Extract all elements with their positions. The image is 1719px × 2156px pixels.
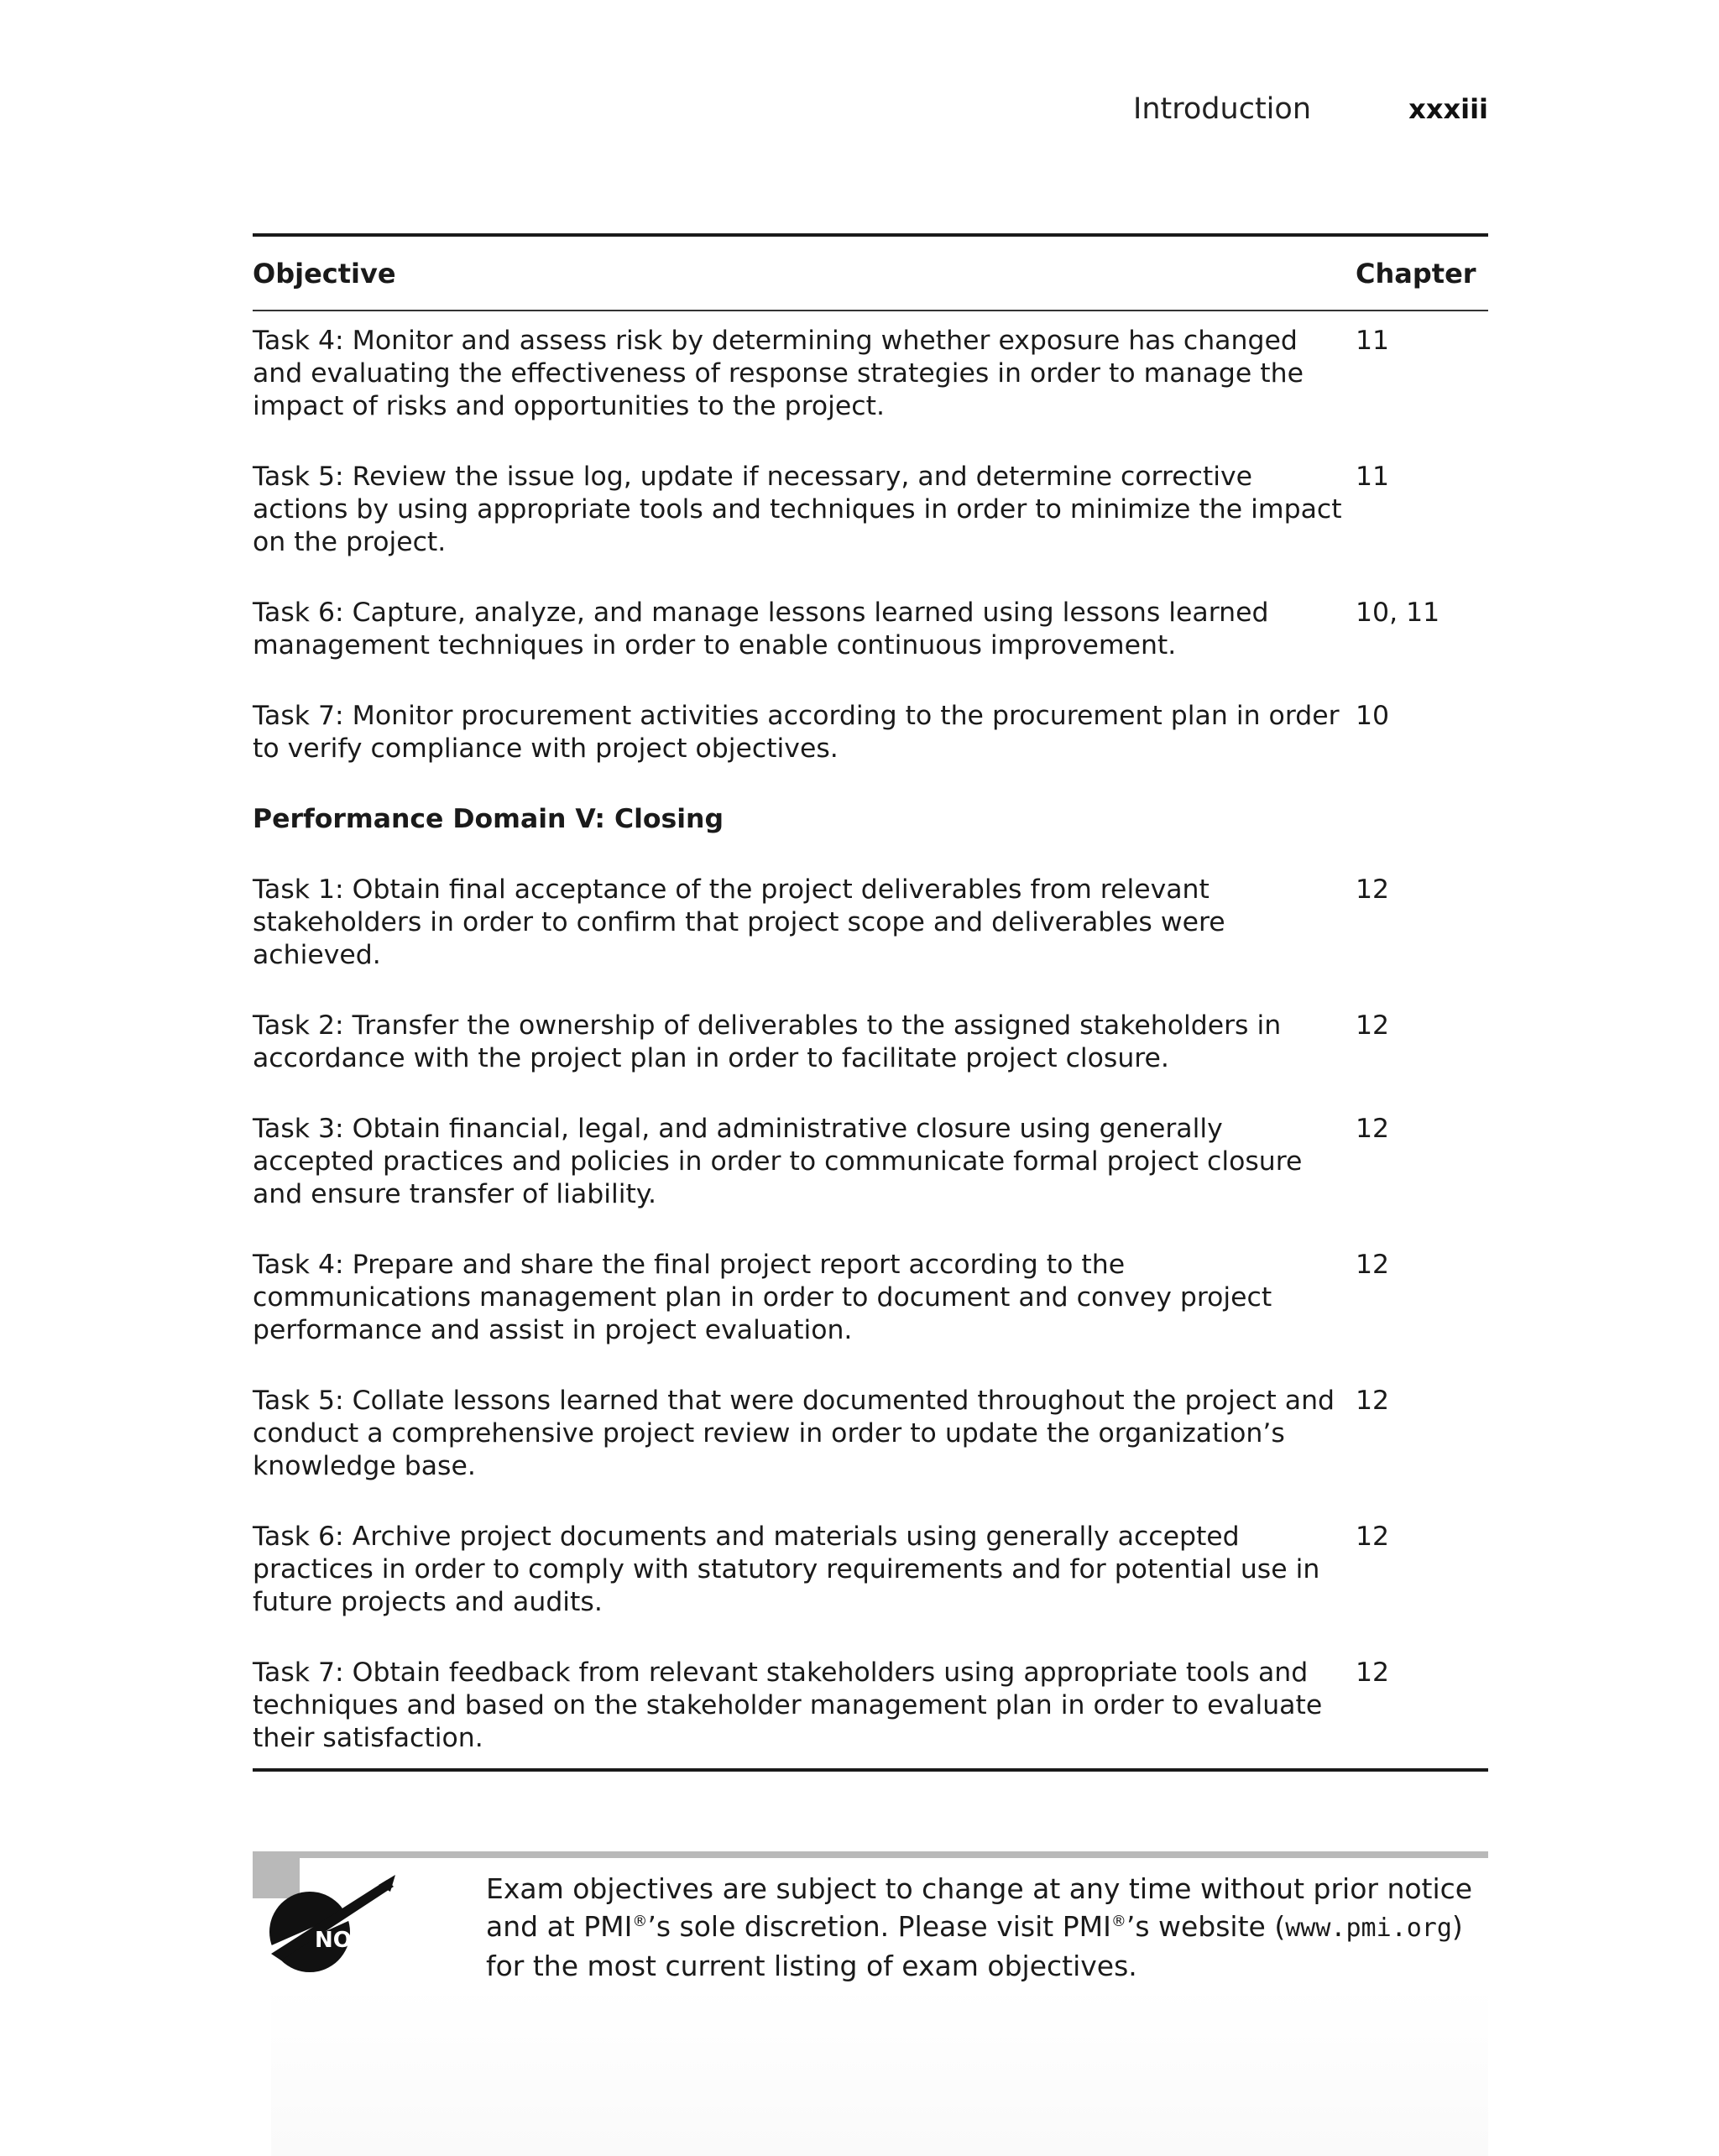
objective-cell: Task 6: Capture, analyze, and manage lessons learned using lessons learned management techniques in order to enable continuous improvement. [253,598,1269,660]
chapter-cell: 12 [1356,1522,1390,1552]
objective-cell: Task 4: Monitor and assess risk by determining whether exposure has changed and evaluating the effectiveness of response strategies in order to manage the impact of risks and opportunities to the project. [253,326,1304,421]
chapter-cell: 10, 11 [1356,598,1440,628]
table-row [253,1521,1488,1619]
note-text [486,1870,1488,1985]
table-row [253,1010,1488,1075]
table-header-row [253,237,1488,311]
chapter-column-header: Chapter [1356,257,1476,290]
table-row [253,1657,1488,1755]
chapter-cell [1356,803,1488,836]
table-row [253,1113,1488,1211]
note-text-part: ) for the most current listing of exam objectives. [486,1910,1463,1982]
chapter-cell: 11 [1356,326,1390,356]
chapter-cell: 10 [1356,701,1390,731]
pmi-website-url: www.pmi.org [1285,1913,1452,1943]
table-row [253,461,1488,559]
objective-cell: Task 5: Review the issue log, update if necessary, and determine corrective actions by using appropriate tools and techniques in order to minimize the impact on the project. [253,462,1342,557]
note-pen-icon [253,1873,395,1974]
note-text-part: ’s sole discretion. Please visit PMI [647,1910,1111,1943]
note-box [253,1851,1488,2156]
objective-cell: Task 7: Monitor procurement activities according to the procurement plan in order to verify compliance with project objectives. [253,701,1340,764]
objective-column-header: Objective [253,257,396,290]
objective-cell: Task 4: Prepare and share the final project report according to the communications management plan in order to document and convey project performance and assist in project evaluation. [253,1250,1272,1345]
chapter-cell: 12 [1356,1114,1390,1144]
chapter-cell: 12 [1356,1010,1390,1041]
table-body [253,311,1488,1768]
running-head [0,87,1488,131]
registered-mark: ® [632,1913,648,1930]
domain-heading-row [253,803,1488,836]
registered-mark: ® [1110,1913,1126,1930]
table-row [253,700,1488,765]
domain-heading: Performance Domain V: Closing [253,804,724,834]
table-row [253,874,1488,972]
chapter-cell: 11 [1356,462,1390,492]
objectives-table [253,233,1488,1772]
chapter-cell: 12 [1356,1250,1390,1280]
table-row [253,597,1488,662]
note-top-rule [253,1851,1488,1858]
chapter-cell: 12 [1356,874,1390,905]
objective-cell: Task 1: Obtain final acceptance of the project deliverables from relevant stakeholders in order to confirm that project scope and deliverables were achieved. [253,874,1225,970]
running-head-section: Introduction [1133,92,1311,126]
table-row [253,325,1488,423]
page-number: xxxiii [1408,93,1488,125]
note-text-part: Exam objectives are subject to change at any time without prior notice and at PMI [486,1872,1473,1943]
chapter-cell: 12 [1356,1386,1390,1416]
note-icon-label: NOTE [315,1928,382,1953]
objective-cell: Task 3: Obtain financial, legal, and administrative closure using generally accepted practices and policies in order to communicate formal project closure and ensure transfer of liability. [253,1114,1303,1209]
objective-cell: Task 5: Collate lessons learned that were documented throughout the project and conduct a comprehensive project review in order to update the organization’s knowledge base. [253,1386,1335,1481]
chapter-cell: 12 [1356,1657,1390,1688]
table-row [253,1249,1488,1347]
note-text-part: ’s website ( [1126,1910,1286,1943]
objective-cell: Task 2: Transfer the ownership of deliverables to the assigned stakeholders in accordance with the project plan in order to facilitate project closure. [253,1010,1282,1073]
note-background [271,1986,1488,2156]
objective-cell: Task 6: Archive project documents and materials using generally accepted practices in order to comply with statutory requirements and for potential use in future projects and audits. [253,1522,1320,1617]
objective-cell: Task 7: Obtain feedback from relevant stakeholders using appropriate tools and techniques and based on the stakeholder management plan in order to evaluate their satisfaction. [253,1657,1323,1753]
table-row [253,1385,1488,1483]
